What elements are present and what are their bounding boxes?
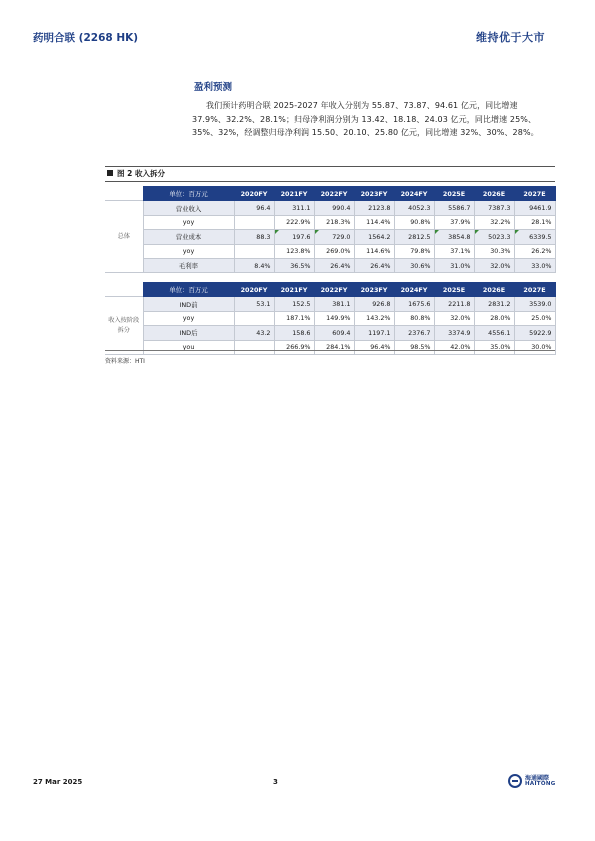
col-header: 2024FY [394,283,434,297]
table-cell: 1564.2 [354,230,394,244]
table-cell: 381.1 [314,297,354,311]
unit-label: 单位：百万元 [143,283,234,297]
table-cell: 98.5% [394,340,434,354]
col-header: 2027E [514,187,555,201]
table-header-row [105,187,555,201]
figure-title-text: 图 2 收入拆分 [117,169,165,178]
row-group-label: 收入按阶段拆分 [105,297,143,355]
table-cell: 28.0% [474,311,514,325]
table-cell: 123.8% [274,244,314,258]
company-header: 药明合联 (2268 HK) [33,32,139,44]
table-row [105,326,555,340]
logo-en-text: HAITONG [525,781,556,787]
table-cell: 197.6 [274,230,314,244]
table-cell: 25.0% [514,311,555,325]
table-cell: 30.6% [394,258,434,272]
row-label: IND前 [143,297,234,311]
table-row [105,244,555,258]
source-note: 资料来源：HTI [105,358,145,365]
row-label: yoy [143,244,234,258]
table-cell: 926.8 [354,297,394,311]
col-header: 2027E [514,283,555,297]
table-cell: 32.0% [474,258,514,272]
table-cell: 311.1 [274,201,314,215]
table-cell [234,340,274,354]
table-cell: 729.0 [314,230,354,244]
table-cell: 53.1 [234,297,274,311]
table-row [105,258,555,272]
col-header: 2020FY [234,283,274,297]
table-cell [234,215,274,229]
table-cell: 43.2 [234,326,274,340]
table-cell: 26.2% [514,244,555,258]
col-header: 2022FY [314,187,354,201]
table-cell: 284.1% [314,340,354,354]
table-cell: 3374.9 [434,326,474,340]
row-label: yoy [143,311,234,325]
table-cell: 2376.7 [394,326,434,340]
row-label: you [143,340,234,354]
table-cell: 33.0% [514,258,555,272]
table-cell: 26.4% [354,258,394,272]
col-header: 2023FY [354,187,394,201]
table-cell: 79.8% [394,244,434,258]
unit-label: 单位：百万元 [143,187,234,201]
table-cell: 30.0% [514,340,555,354]
table-cell: 26.4% [314,258,354,272]
table-cell: 4052.3 [394,201,434,215]
table-cell: 1197.1 [354,326,394,340]
forecast-paragraph: 我们预计药明合联 2025-2027 年收入分别为 55.87、73.87、94.61 亿元，同比增速 37.9%、32.2%、28.1%；归母净利润分别为 13.42、18.18、24.03 亿元，同比增速 25%、35%、32%，经调整归母净利润 15.50、20.10、25.80 亿元，同比增速 32%、30%、28%。 [192,101,539,138]
table-cell: 609.4 [314,326,354,340]
table-cell: 3539.0 [514,297,555,311]
table-cell: 28.1% [514,215,555,229]
table-cell: 37.1% [434,244,474,258]
table-cell: 90.8% [394,215,434,229]
overall-table [105,186,556,273]
figure-title [105,166,555,182]
table-cell: 143.2% [354,311,394,325]
rating-header: 维持优于大市 [476,31,545,44]
table-header-row [105,283,555,297]
table-row [105,215,555,229]
col-header: 2021FY [274,187,314,201]
table-cell: 31.0% [434,258,474,272]
haitong-logo-icon [508,774,522,788]
table-cell: 4556.1 [474,326,514,340]
col-header: 2026E [474,283,514,297]
table-cell: 35.0% [474,340,514,354]
table-cell: 3854.8 [434,230,474,244]
table-cell: 42.0% [434,340,474,354]
table-cell: 114.4% [354,215,394,229]
table-cell: 96.4% [354,340,394,354]
table-row [105,311,555,325]
table-cell: 2831.2 [474,297,514,311]
table-cell: 222.9% [274,215,314,229]
table-cell: 187.1% [274,311,314,325]
table-cell: 990.4 [314,201,354,215]
col-header: 2021FY [274,283,314,297]
table-row [105,230,555,244]
table-row [105,340,555,354]
table-cell: 37.9% [434,215,474,229]
page-number: 3 [273,778,278,786]
blank-cell [105,283,143,297]
table-cell: 80.8% [394,311,434,325]
table-cell: 96.4 [234,201,274,215]
table-cell: 1675.6 [394,297,434,311]
section-title: 盈利预测 [194,82,233,93]
table-cell: 158.6 [274,326,314,340]
table-cell: 5023.3 [474,230,514,244]
row-label: 毛利率 [143,258,234,272]
col-header: 2026E [474,187,514,201]
table-cell: 152.5 [274,297,314,311]
table-cell: 9461.9 [514,201,555,215]
row-group-label: 总体 [105,201,143,273]
row-label: 营业成本 [143,230,234,244]
table-cell: 2812.5 [394,230,434,244]
table-bottom-rule [105,350,555,351]
col-header: 2022FY [314,283,354,297]
table-cell: 32.2% [474,215,514,229]
table-cell: 30.3% [474,244,514,258]
table-cell: 88.3 [234,230,274,244]
blank-cell [105,187,143,201]
row-label: IND后 [143,326,234,340]
stage-table [105,282,556,355]
table-cell: 7387.3 [474,201,514,215]
table-row [105,201,555,215]
table-cell: 36.5% [274,258,314,272]
table-cell: 5922.9 [514,326,555,340]
row-label: yoy [143,215,234,229]
table-cell [234,311,274,325]
table-cell: 8.4% [234,258,274,272]
square-bullet-icon [107,170,113,176]
col-header: 2020FY [234,187,274,201]
table-cell [234,244,274,258]
table-cell: 114.6% [354,244,394,258]
table-cell: 2123.8 [354,201,394,215]
footer-date: 27 Mar 2025 [33,778,83,786]
table-cell: 269.0% [314,244,354,258]
table-row [105,297,555,311]
col-header: 2023FY [354,283,394,297]
logo-cn-text: 海通國際 [525,775,550,782]
table-cell: 6339.5 [514,230,555,244]
table-cell: 266.9% [274,340,314,354]
table-cell: 5586.7 [434,201,474,215]
row-label: 营业收入 [143,201,234,215]
table-cell: 2211.8 [434,297,474,311]
col-header: 2024FY [394,187,434,201]
table-cell: 149.9% [314,311,354,325]
col-header: 2025E [434,187,474,201]
col-header: 2025E [434,283,474,297]
company-logo [508,773,568,793]
table-cell: 218.3% [314,215,354,229]
table-cell: 32.0% [434,311,474,325]
